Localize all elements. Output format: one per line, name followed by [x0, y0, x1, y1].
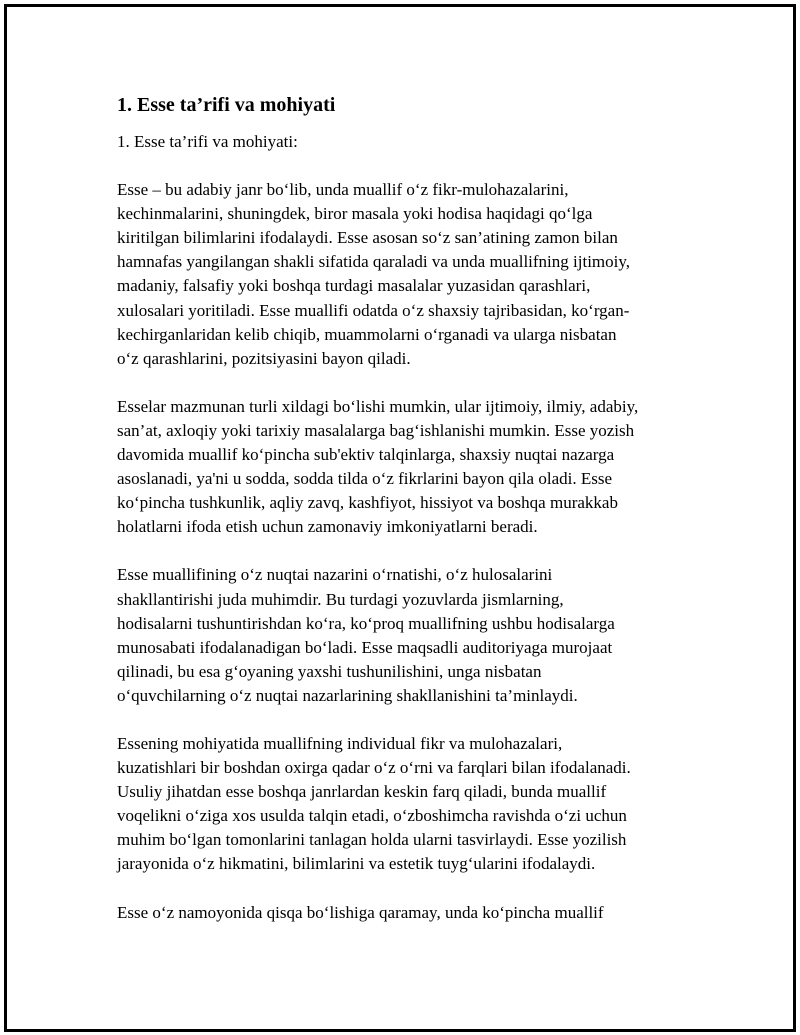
text-line: Usuliy jihatdan esse boshqa janrlardan keskin farq qiladi, bunda muallif [117, 782, 607, 802]
text-line: hodisalarni tushuntirishdan ko‘ra, ko‘proq muallifning ushbu hodisalarga [117, 613, 615, 633]
text-line: madaniy, falsafiy yoki boshqa turdagi masalalar yuzasidan qarashlari, [117, 276, 591, 296]
paragraph-container [117, 178, 697, 925]
text-line: qilinadi, bu esa g‘oyaning yaxshi tushunilishini, unga nisbatan [117, 661, 542, 681]
text-line: Esse o‘z namoyonida qisqa bo‘lishiga qaramay, unda ko‘pincha muallif [117, 902, 604, 922]
paragraph [117, 732, 697, 877]
text-line: voqelikni o‘ziga xos usulda talqin etadi, o‘zboshimcha ravishda o‘zi uchun [117, 806, 627, 826]
text-line: Esse – bu adabiy janr bo‘lib, unda muallif o‘z fikr-mulohazalarini, [117, 180, 569, 200]
text-line: Esselar mazmunan turli xildagi bo‘lishi mumkin, ular ijtimoiy, ilmiy, adabiy, [117, 396, 639, 416]
text-line: kechirganlaridan kelib chiqib, muammolarni o‘rganadi va ularga nisbatan [117, 324, 617, 344]
text-line: munosabati ifodalanadigan bo‘ladi. Esse maqsadli auditoriyaga murojaat [117, 637, 613, 657]
paragraph [117, 395, 697, 540]
text-line: davomida muallif ko‘pincha sub'ektiv talqinlarga, shaxsiy nuqtai nazarga [117, 445, 615, 465]
text-line: xulosalari yoritiladi. Esse muallifi odatda o‘z shaxsiy tajribasidan, ko‘rgan- [117, 300, 630, 320]
paragraph [117, 563, 697, 708]
text-line: o‘quvchilarning o‘z nuqtai nazarlarining shakllanishini ta’minlaydi. [117, 685, 578, 705]
text-line: jarayonida o‘z hikmatini, bilimlarini va estetik tuyg‘ularini ifodalaydi. [117, 854, 596, 874]
paragraph [117, 178, 697, 371]
text-line: muhim bo‘lgan tomonlarini tanlagan holda ularni tasvirlaydi. Esse yozilish [117, 830, 627, 850]
section-subheading: 1. Esse ta’rifi va mohiyati: [117, 132, 298, 151]
document-body [117, 92, 697, 949]
text-line: Esse muallifining o‘z nuqtai nazarini o‘rnatishi, o‘z hulosalarini [117, 565, 553, 585]
paragraph [117, 901, 697, 925]
text-line: asoslanadi, ya'ni u sodda, sodda tilda o‘z fikrlarini bayon qila oladi. Esse [117, 469, 613, 489]
text-line: hamnafas yangilangan shakli sifatida qaraladi va unda muallifning ijtimoiy, [117, 252, 631, 272]
text-line: shakllantirishi juda muhimdir. Bu turdagi yozuvlarda jismlarning, [117, 589, 564, 609]
text-line: kuzatishlari bir boshdan oxirga qadar o‘z o‘rni va farqlari bilan ifodalanadi. [117, 758, 631, 778]
text-line: kechinmalarini, shuningdek, biror masala yoki hodisa haqidagi qo‘lga [117, 204, 593, 224]
text-line: kiritilgan bilimlarini ifodalaydi. Esse asosan so‘z san’atining zamon bilan [117, 228, 618, 248]
text-line: Essening mohiyatida muallifning individual fikr va mulohazalari, [117, 733, 563, 753]
text-line: san’at, axloqiy yoki tarixiy masalalarga bag‘ishlanishi mumkin. Esse yozish [117, 420, 635, 440]
text-line: holatlarni ifoda etish uchun zamonaviy imkoniyatlarni beradi. [117, 517, 538, 537]
section-heading: 1. Esse ta’rifi va mohiyati [117, 94, 336, 116]
text-line: o‘z qarashlarini, pozitsiyasini bayon qiladi. [117, 348, 411, 368]
text-line: ko‘pincha tushkunlik, aqliy zavq, kashfiyot, hissiyot va boshqa murakkab [117, 493, 618, 513]
